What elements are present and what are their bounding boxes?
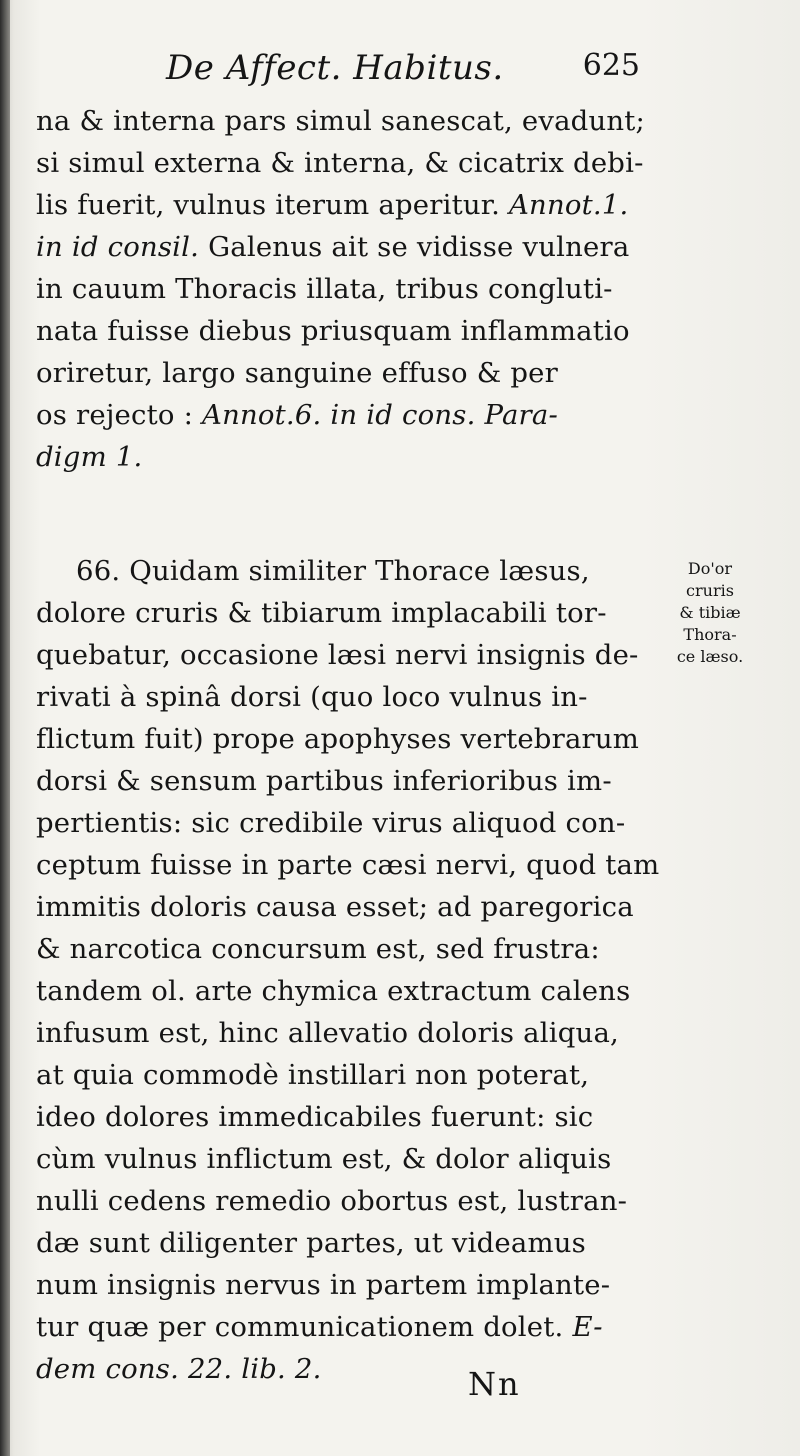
- margin-note-line: ce læso.: [676, 647, 744, 666]
- text-line: ideo dolores immedicabiles fuerunt: sic: [36, 1101, 594, 1133]
- text-line: dolore cruris & tibiarum implacabili tor-: [36, 597, 607, 629]
- text-line: num insignis nervus in partem implante-: [36, 1269, 611, 1301]
- text-line: na & interna pars simul sanescat, evadunt;: [36, 105, 646, 137]
- text-line: tandem ol. arte chymica extractum calens: [36, 975, 631, 1007]
- citation-line: dem cons. 22. lib. 2.: [36, 1353, 322, 1385]
- signature-mark: Nn: [468, 1365, 521, 1403]
- text-line: dæ sunt diligenter partes, ut videamus: [36, 1227, 586, 1259]
- text-line: in cauum Thoracis illata, tribus congluti-: [36, 273, 613, 305]
- page-header: [160, 48, 640, 98]
- margin-note-line: Thora-: [683, 625, 737, 644]
- text-line: flictum fuit) prope apophyses vertebrarum: [36, 723, 640, 755]
- binding-gutter: [0, 0, 10, 1456]
- paragraph-66: [36, 550, 660, 1390]
- text-line: infusum est, hinc allevatio doloris aliqua,: [36, 1017, 619, 1049]
- text-segment: Galenus ait se vidisse vulnera: [208, 231, 630, 263]
- text-line: si simul externa & interna, & cicatrix debi-: [36, 147, 644, 179]
- text-line: nulli cedens remedio obortus est, lustran-: [36, 1185, 628, 1217]
- text-segment: lis fuerit, vulnus iterum aperitur.: [36, 189, 501, 221]
- text-line: immitis doloris causa esset; ad paregorica: [36, 891, 634, 923]
- text-line: rivati à spinâ dorsi (quo loco vulnus in-: [36, 681, 588, 713]
- citation: Annot.1.: [509, 189, 629, 221]
- text-line: [36, 184, 646, 226]
- text-line: & narcotica concursum est, sed frustra:: [36, 933, 600, 965]
- citation: E-: [572, 1311, 603, 1343]
- text-line: cùm vulnus inflictum est, & dolor aliquis: [36, 1143, 612, 1175]
- text-line: at quia commodè instillari non poterat,: [36, 1059, 590, 1091]
- citation: Annot.6. in id cons. Para-: [202, 399, 558, 431]
- page-number: 625: [582, 48, 640, 83]
- citation: in id consil.: [36, 231, 200, 263]
- marginal-note: [650, 558, 770, 668]
- text-line: [36, 1306, 646, 1348]
- text-line: pertientis: sic credibile virus aliquod con-: [36, 807, 626, 839]
- running-title: De Affect. Habitus.: [166, 48, 504, 88]
- text-line: quebatur, occasione læsi nervi insignis de-: [36, 639, 639, 671]
- text-line: [36, 226, 646, 268]
- text-line: nata fuisse diebus priusquam inflammatio: [36, 315, 630, 347]
- text-segment: os rejecto :: [36, 399, 194, 431]
- margin-note-line: & tibiæ: [679, 603, 741, 622]
- text-line: ceptum fuisse in parte cæsi nervi, quod tam: [36, 849, 660, 881]
- text-line: digm 1.: [36, 441, 143, 473]
- text-segment: tur quæ per communicationem dolet.: [36, 1311, 564, 1343]
- paragraph-65-continuation: [36, 100, 646, 478]
- margin-note-line: Do'or: [687, 559, 733, 578]
- text-line: 66. Quidam similiter Thorace læsus,: [76, 555, 590, 587]
- text-line: dorsi & sensum partibus inferioribus im-: [36, 765, 612, 797]
- text-line: [36, 394, 646, 436]
- margin-note-line: cruris: [686, 581, 734, 600]
- text-line: oriretur, largo sanguine effuso & per: [36, 357, 558, 389]
